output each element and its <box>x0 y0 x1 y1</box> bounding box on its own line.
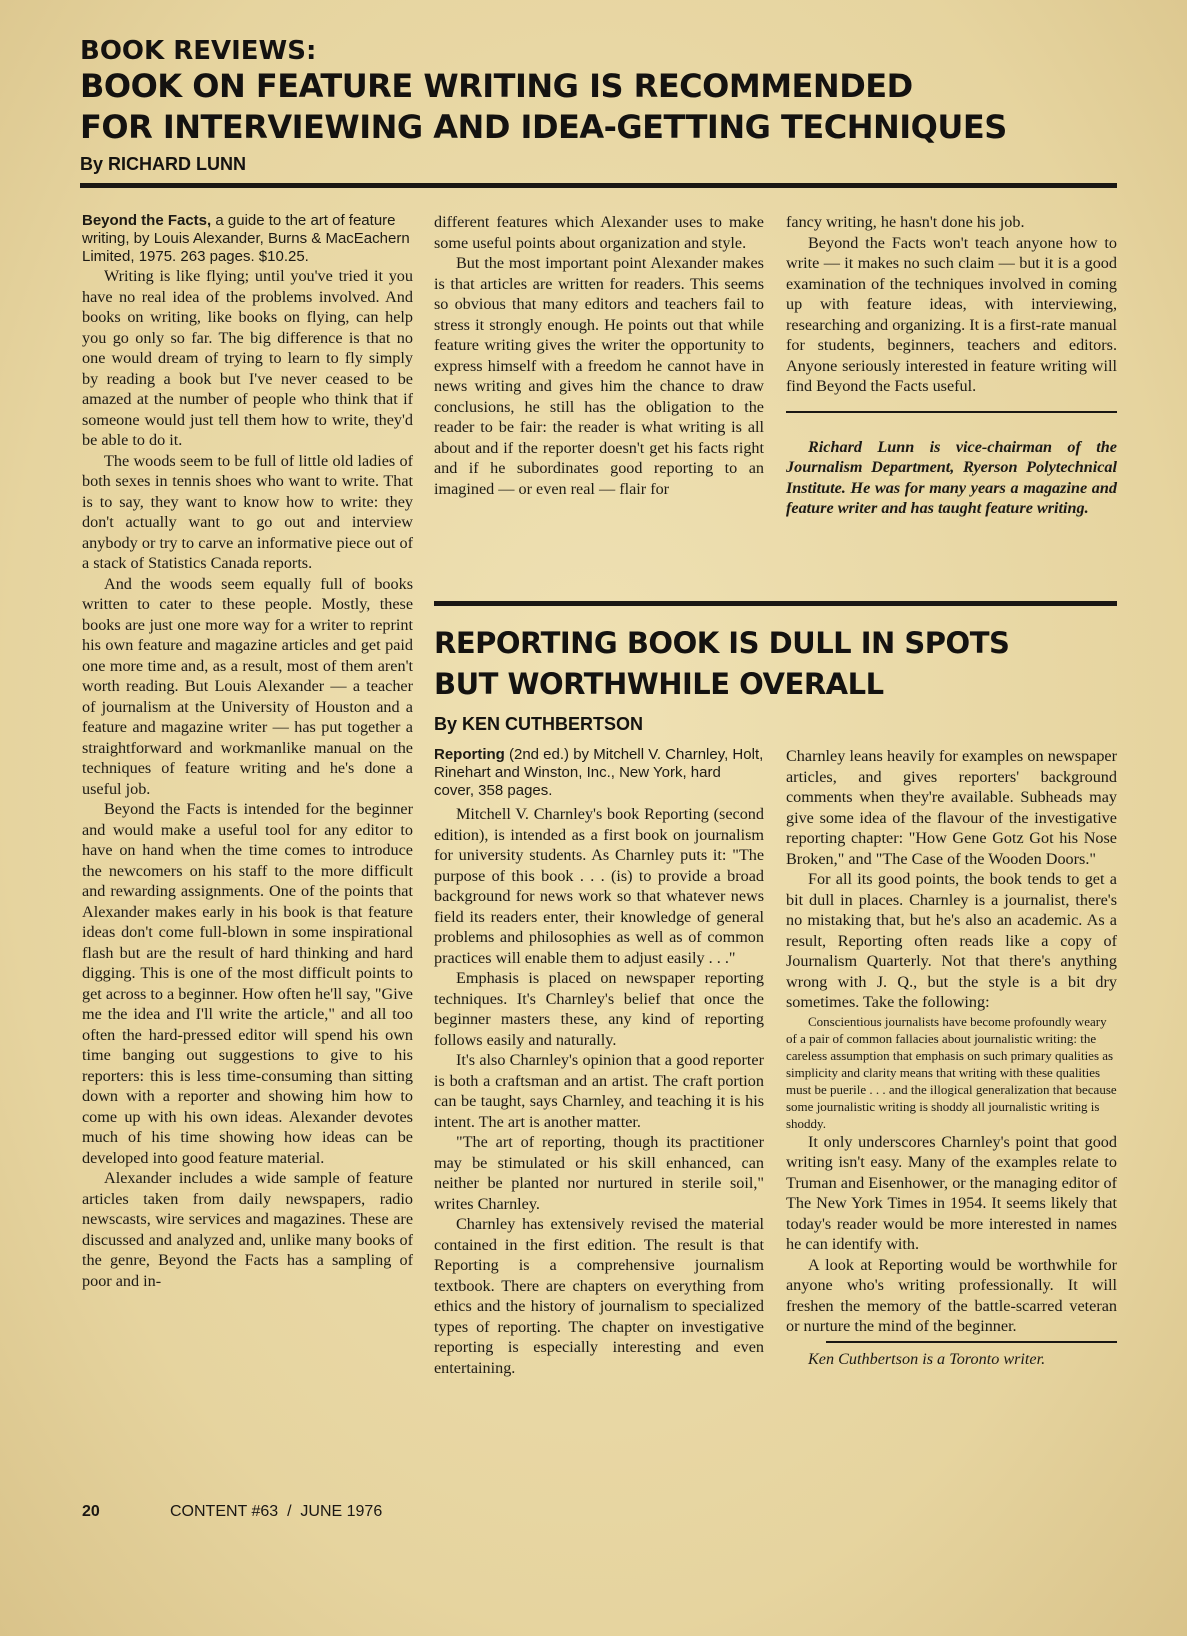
article2-book-info: Reporting (2nd ed.) by Mitchell V. Charnley, Holt, Rinehart and Winston, Inc., New York, hard cover, 358 pages. <box>434 746 764 799</box>
article1-top-rule <box>80 183 1117 188</box>
article2-block-quote: Conscientious journalists have become profoundly weary of a pair of common fallacies about journalistic writing: the careless assumption that emphasis on such primary qualities as simplicity and clarity means that writing with these qualities must be puerile . . . and the illogical generalization that because some journalistic writing is shoddy all journalistic writing is shoddy. <box>786 1013 1117 1131</box>
article1-paragraph: fancy writing, he hasn't done his job. <box>786 213 1025 231</box>
article1-paragraph: And the woods seem equally full of books written to cater to these people. Mostly, these books are just one more way for a writer to reprint his own feature and magazine articles and get paid one more time and, as a result, most of them aren't worth reading. But Louis Alexander — a teacher of journalism at the University of Houston and a feature and magazine writer — has put together a straightforward and workmanlike manual on the techniques of feature writing and he's done a useful job. <box>82 574 413 798</box>
article2-paragraph: It's also Charnley's opinion that a good reporter is both a craftsman and an artist. The craft portion can be taught, says Charnley, and teaching it is his intent. The art is another matter. <box>434 1051 764 1131</box>
article1-headline-line2: FOR INTERVIEWING AND IDEA-GETTING TECHNIQUES <box>80 108 1007 146</box>
article1-paragraph: different features which Alexander uses to make some useful points about organization and style. <box>434 213 764 252</box>
bio-divider <box>826 1341 1117 1343</box>
article2-headline-line1: REPORTING BOOK IS DULL IN SPOTS <box>434 626 1010 660</box>
article2-paragraph: Mitchell V. Charnley's book Reporting (second edition), is intended as a first book on journalism for university students. As Charnley puts it: "The purpose of this book . . . (is) to provide a broad background for news work so that whatever news field its readers enter, their knowledge of general problems and philosophies as well as of common practices will enable them to adjust easily . . ." <box>434 805 764 967</box>
article1-paragraph: Beyond the Facts is intended for the beginner and would make a useful tool for any editor to have on hand when the time comes to introduce the newcomers on his staff to the more difficult and rewarding assignments. One of the points that Alexander makes early in his book is that feature ideas don't come full-blown in some inspirational flash but are the result of hard thinking and hard digging. This is one of the most difficult points to get across to a beginner. How often he'll say, "Give me the idea and I'll write the article," and all too often the hard-pressed editor will spend his own time banging out suggestions to give to his reporters: this is less time-consuming than sitting down with a reporter and showing him how to come up with his own ideas. Alexander devotes much of his time showing how ideas can be developed into good feature material. <box>82 800 413 1167</box>
article2-paragraph: It only underscores Charnley's point that good writing isn't easy. Many of the examples relate to Truman and Eisenhower, or the managing editor of The New York Times in 1954. It seems likely that today's reader would be more interested in names he can identify with. <box>786 1132 1117 1253</box>
article1-byline: By RICHARD LUNN <box>80 154 246 174</box>
article1-column1 <box>82 212 413 1291</box>
article2-column2 <box>434 746 764 1378</box>
section-kicker: BOOK REVIEWS: <box>80 36 317 66</box>
article2-paragraph: For all its good points, the book tends to get a bit dull in places. Charnley is a journalist, there's no mistaking that, but he's also an academic. As a result, Reporting often reads like a copy of Journalism Quarterly. Not that there's anything wrong with J. Q., but the style is a bit dry sometimes. Take the following: <box>786 870 1117 1011</box>
article1-book-info: Beyond the Facts, a guide to the art of feature writing, by Louis Alexander, Burns & MacEachern Limited, 1975. 263 pages. $10.25. <box>82 212 410 265</box>
article2-paragraph: Charnley leans heavily for examples on newspaper articles, and gives reporters' background comments when they're available. Subheads may give some idea of the flavour of the investigative reporting chapter: "How Gene Gotz Got his Nose Broken," and "The Case of the Wooden Doors." <box>786 747 1117 868</box>
article2-paragraph: Emphasis is placed on newspaper reporting techniques. It's Charnley's belief that once the beginner masters these, any kind of reporting follows easily and naturally. <box>434 969 764 1049</box>
article1-paragraph: The woods seem to be full of little old ladies of both sexes in tennis shoes who want to write. That is to say, they want to know how to write: they don't actually want to go out and interview anybody or try to carve an informative piece out of a stack of Statistics Canada reports. <box>82 451 413 572</box>
article1-column3 <box>786 212 1117 519</box>
article2-top-rule <box>434 601 1117 606</box>
article1-paragraph: Alexander includes a wide sample of feature articles taken from daily newspapers, radio newscasts, wire services and magazines. These are discussed and analyzed and, unlike many books of the genre, Beyond the Facts has a sampling of poor and in- <box>82 1169 413 1290</box>
page-number: 20 <box>82 1503 100 1520</box>
article1-column2 <box>434 212 764 499</box>
article1-author-bio: Richard Lunn is vice-chairman of the Journalism Department, Ryerson Polytechnical Institute. He was for many years a magazine and feature writer and has taught feature writing. <box>786 437 1117 517</box>
article2-column3 <box>786 746 1117 1369</box>
publication-info: CONTENT #63 / JUNE 1976 <box>170 1503 383 1520</box>
article2-paragraph: "The art of reporting, though its practitioner may be stimulated or his skill enhanced, can neither be planted nor nurtured in sterile soil," writes Charnley. <box>434 1133 764 1213</box>
article1-paragraph: Beyond the Facts won't teach anyone how to write — it makes no such claim — but it is a good examination of the techniques involved in coming up with feature ideas, with interviewing, researching and organizing. It is a first-rate manual for students, beginners, teachers and editors. Anyone seriously interested in feature writing will find Beyond the Facts useful. <box>786 233 1117 395</box>
article2-headline-line2: BUT WORTHWHILE OVERALL <box>434 667 884 701</box>
article2-byline: By KEN CUTHBERTSON <box>434 714 644 734</box>
article1-headline-line1: BOOK ON FEATURE WRITING IS RECOMMENDED <box>80 67 913 105</box>
article2-author-bio: Ken Cuthbertson is a Toronto writer. <box>808 1349 1046 1368</box>
article1-paragraph: But the most important point Alexander makes is that articles are written for readers. This seems so obvious that many editors and teachers fail to stress it strongly enough. He points out that while feature writing gives the writer the opportunity to express himself with a freedom he cannot have in news writing and gives him the chance to draw conclusions, he still has the obligation to the reader to be fair: the reader is what writing is all about and if the reporter doesn't get his facts right and if he subordinates good reporting to an imagined — or even real — flair for <box>434 254 764 498</box>
article2-paragraph: Charnley has extensively revised the material contained in the first edition. The result is that Reporting is a comprehensive journalism textbook. There are chapters on everything from ethics and the history of journalism to specialized types of reporting. The chapter on investigative reporting is especially interesting and even entertaining. <box>434 1215 764 1377</box>
article2-paragraph: A look at Reporting would be worthwhile for anyone who's writing professionally. It will freshen the memory of the battle-scarred veteran or nurture the mind of the beginner. <box>786 1255 1117 1335</box>
bio-divider <box>786 411 1117 413</box>
article1-paragraph: Writing is like flying; until you've tried it you have no real idea of the problems involved. And books on writing, like books on flying, can help you go only so far. The big difference is that no one would dream of trying to learn to fly simply by reading a book but I've never ceased to be amazed at the number of people who think that if someone would just tell them how to write, they'd be able to do it. <box>82 267 413 449</box>
